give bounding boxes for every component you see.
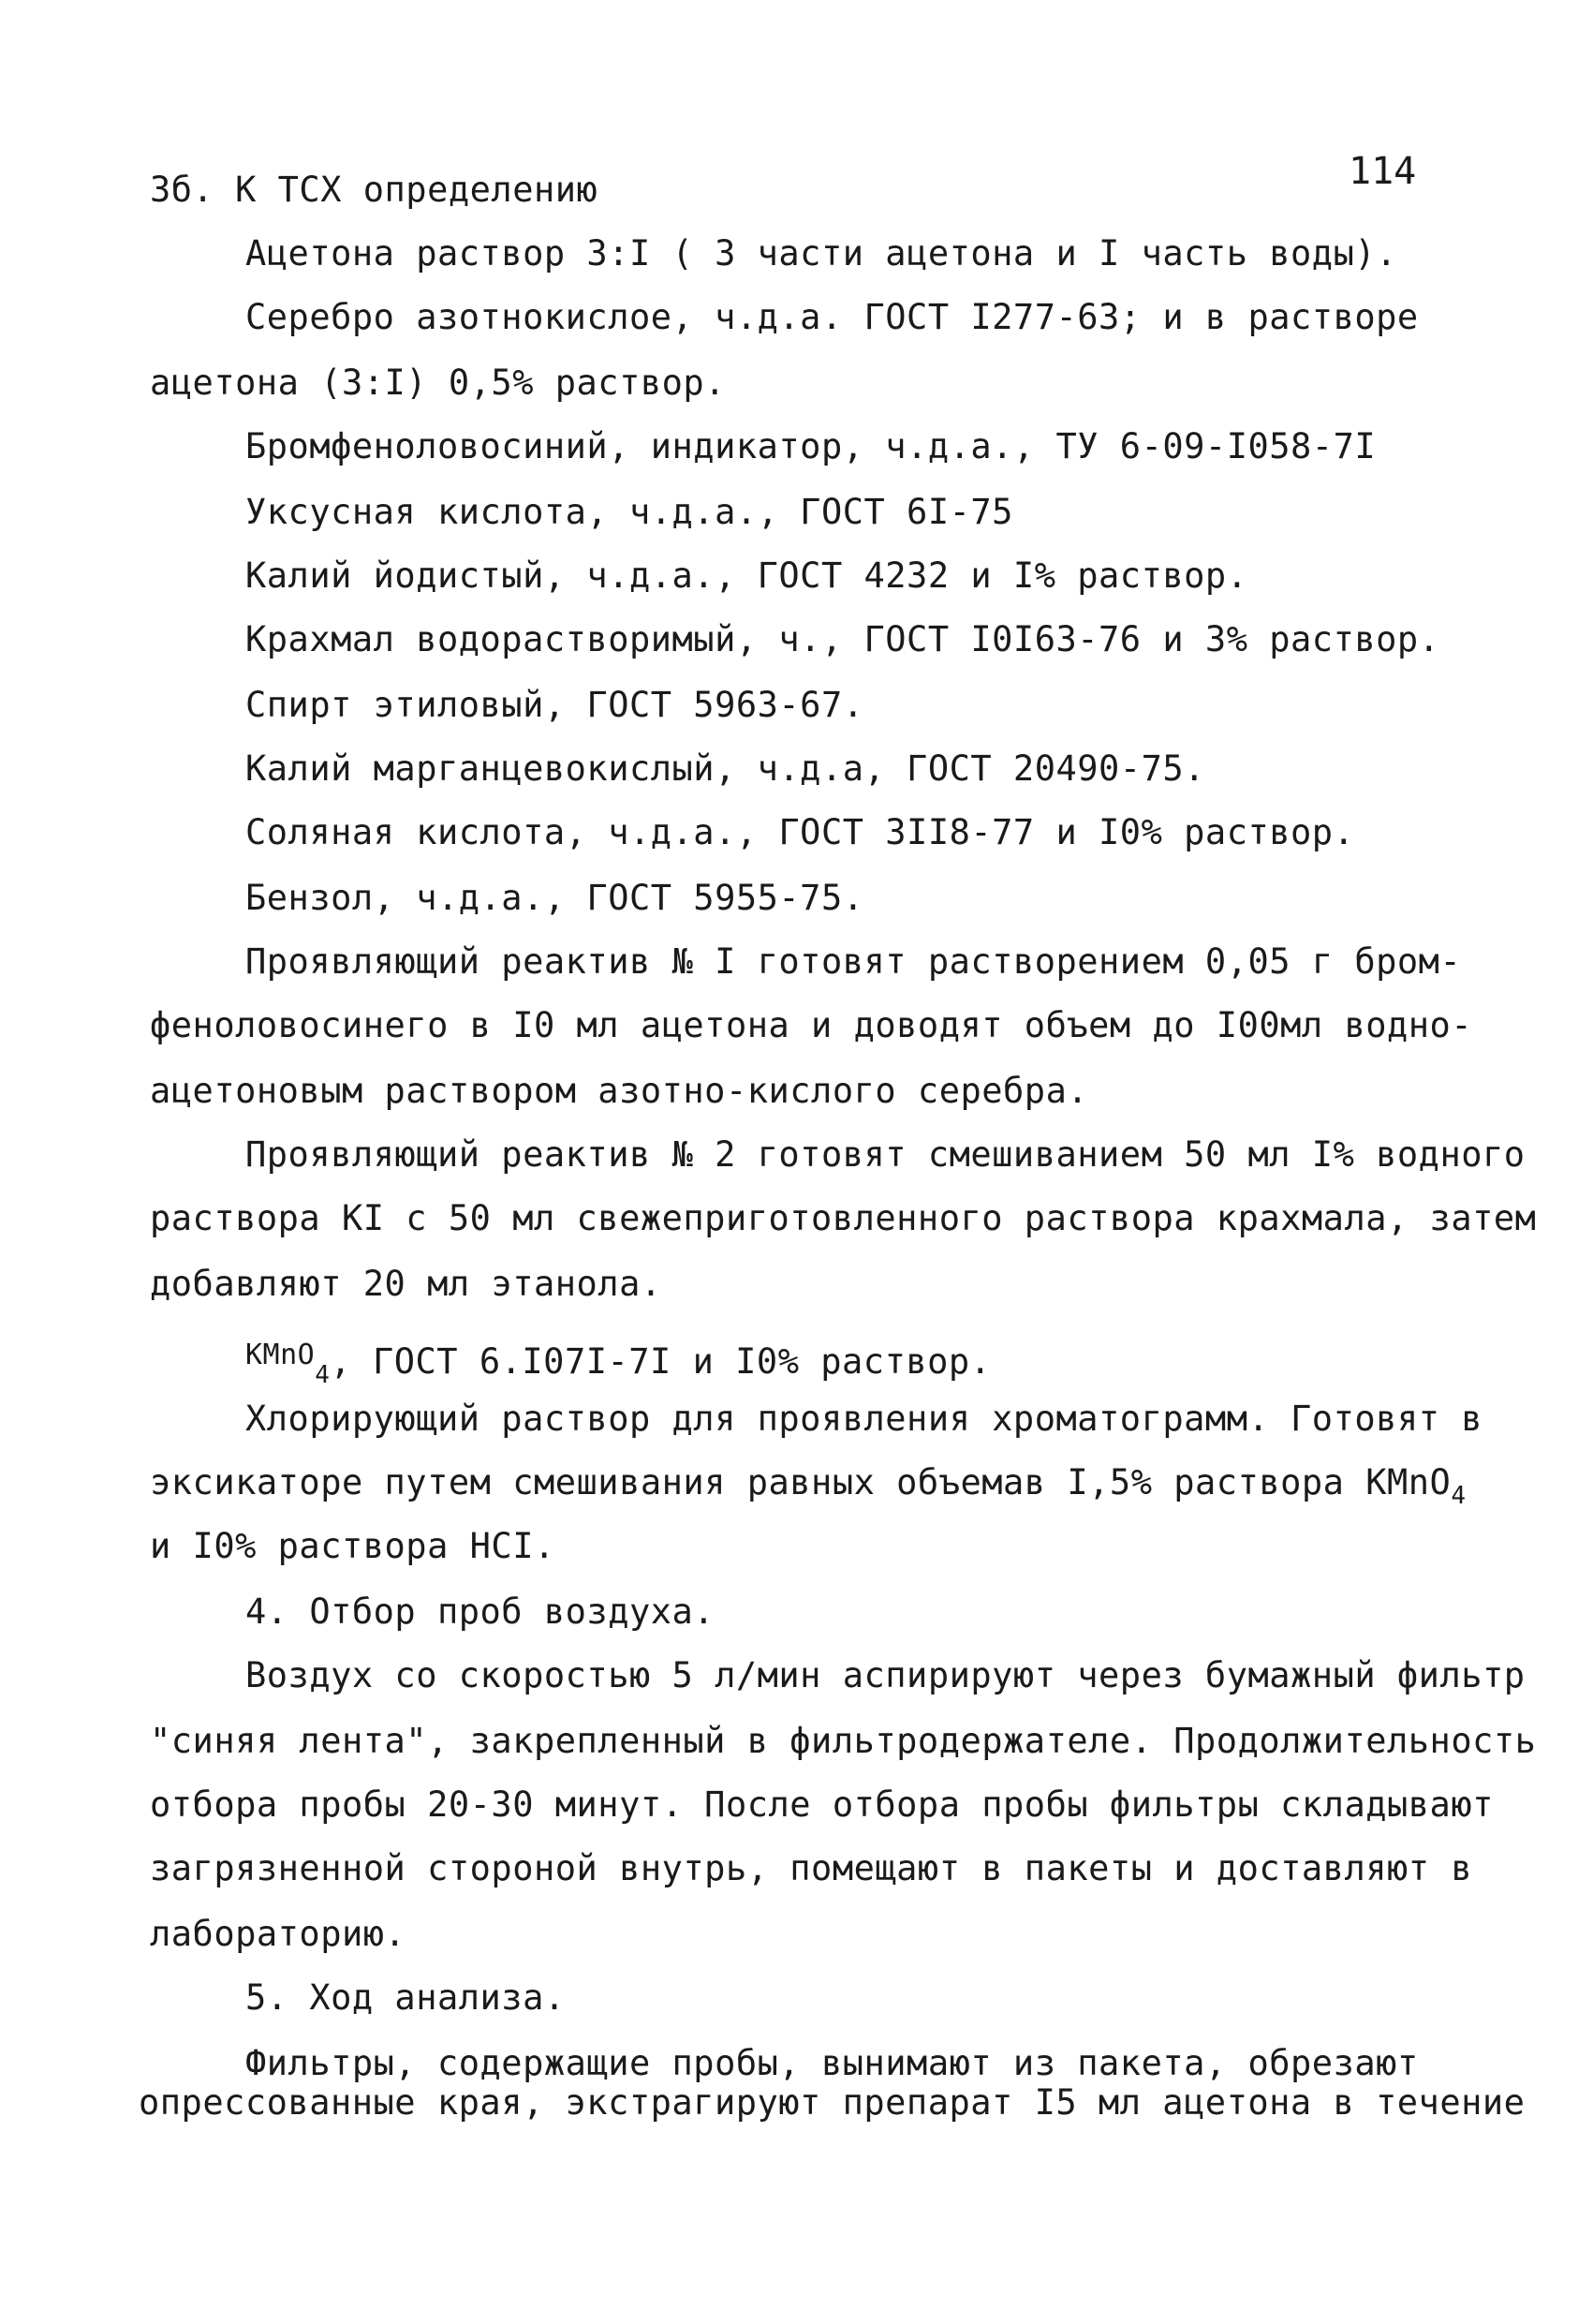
text-line: лабораторию.: [150, 1914, 406, 1954]
text-line: Воздух со скоростью 5 л/мин аспирируют через бумажный фильтр: [245, 1655, 1526, 1695]
text-line: Проявляющий реактив № I готовят растворением 0,05 г бром-: [245, 941, 1462, 982]
text-line: Ацетона раствор 3:I ( 3 части ацетона и I часть воды).: [245, 233, 1397, 274]
text-line: опрессованные края, экстрагируют препарат I5 мл ацетона в течение: [139, 2082, 1526, 2123]
kmno4-solution-text: эксикаторе путем смешивания равных объемав I,5% раствора KMnO: [150, 1462, 1452, 1502]
kmno4-line: [245, 1334, 991, 1397]
text-line: Хлорирующий раствор для проявления хроматограмм. Готовят в: [245, 1399, 1483, 1439]
text-line: ацетона (3:I) 0,5% раствор.: [150, 363, 726, 403]
text-line: ацетоновым раствором азотно-кислого серебра.: [150, 1071, 1089, 1111]
text-line: Крахмал водорастворимый, ч., ГОСТ I0I63-76 и 3% раствор.: [245, 619, 1440, 659]
text-line: загрязненной стороной внутрь, помещают в пакеты и доставляют в: [150, 1848, 1473, 1888]
formula-subscript: 4: [1451, 1482, 1467, 1510]
text-line: добавляют 20 мл этанола.: [150, 1264, 662, 1304]
section-heading-5: 5. Ход анализа.: [245, 1977, 566, 2018]
kmno4-line-text: , ГОСТ 6.I07I-7I и I0% раствор.: [330, 1341, 992, 1382]
text-line: Соляная кислота, ч.д.а., ГОСТ 3II8-77 и I0% раствор.: [245, 812, 1355, 852]
text-line: Бензол, ч.д.а., ГОСТ 5955-75.: [245, 878, 864, 918]
formula-subscript: 4: [315, 1361, 331, 1389]
text-line: Калий йодистый, ч.д.а., ГОСТ 4232 и I% раствор.: [245, 555, 1248, 596]
kmno4-formula: KMnO: [245, 1339, 316, 1371]
text-line: Калий марганцевокислый, ч.д.а, ГОСТ 20490-75.: [245, 748, 1205, 789]
text-line: Проявляющий реактив № 2 готовят смешиванием 50 мл I% водного: [245, 1134, 1526, 1175]
section-heading-3b: 3б. К ТСХ определению: [150, 170, 598, 210]
text-line: и I0% раствора HCI.: [150, 1526, 555, 1566]
text-line: Фильтры, содержащие пробы, вынимают из пакета, обрезают: [245, 2043, 1419, 2083]
text-line: раствора КI с 50 мл свежеприготовленного раствора крахмала, затем: [150, 1198, 1537, 1238]
kmno4-solution-line: [150, 1461, 1467, 1517]
page-number: 114: [1349, 150, 1417, 193]
text-line: "синяя лента", закрепленный в фильтродержателе. Продолжительность: [150, 1721, 1537, 1761]
text-line: Серебро азотнокислое, ч.д.а. ГОСТ I277-63; и в растворе: [245, 297, 1419, 337]
text-line: Спирт этиловый, ГОСТ 5963-67.: [245, 685, 864, 725]
section-heading-4: 4. Отбор проб воздуха.: [245, 1591, 715, 1632]
text-line: феноловосинего в I0 мл ацетона и доводят объем до I00мл водно-: [150, 1005, 1473, 1045]
text-line: отбора пробы 20-30 минут. После отбора пробы фильтры складывают: [150, 1784, 1494, 1825]
text-line: Бромфеноловосиний, индикатор, ч.д.а., ТУ 6-09-I058-7I: [245, 426, 1377, 466]
text-line: Уксусная кислота, ч.д.а., ГОСТ 6I-75: [245, 492, 1013, 532]
